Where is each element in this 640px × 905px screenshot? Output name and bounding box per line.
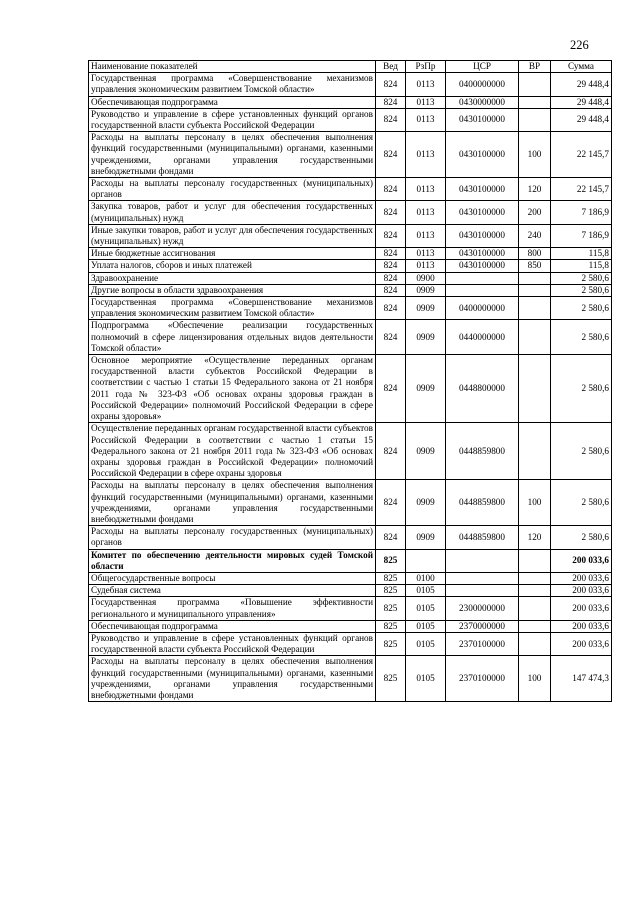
cell-csr: 0430100000	[446, 260, 519, 272]
cell-sum: 2 580,6	[551, 480, 612, 526]
cell-csr: 0430100000	[446, 108, 519, 131]
cell-sum: 7 186,9	[551, 224, 612, 247]
cell-rzpr: 0909	[406, 355, 446, 423]
cell-name: Расходы на выплаты персоналу в целях обеспечения выполнения функций государственными (муниципальными) органами, казенными учреждениями, органами управления государственными внебюджетными фондами	[89, 656, 376, 702]
cell-csr: 0430100000	[446, 201, 519, 224]
table-row	[89, 260, 612, 272]
cell-name: Обеспечивающая подпрограмма	[89, 620, 376, 632]
cell-vr	[519, 297, 551, 320]
cell-csr: 2370100000	[446, 632, 519, 655]
cell-csr	[446, 272, 519, 284]
cell-ved: 825	[376, 597, 406, 620]
cell-ved: 824	[376, 260, 406, 272]
cell-rzpr: 0909	[406, 320, 446, 355]
cell-rzpr: 0105	[406, 620, 446, 632]
cell-ved: 824	[376, 355, 406, 423]
table-row	[89, 297, 612, 320]
header-csr: ЦСР	[446, 61, 519, 73]
table-row	[89, 585, 612, 597]
cell-sum: 200 033,6	[551, 632, 612, 655]
cell-ved: 824	[376, 224, 406, 247]
cell-rzpr: 0113	[406, 73, 446, 96]
cell-name: Расходы на выплаты персоналу в целях обеспечения выполнения функций государственными (муниципальными) органами, казенными учреждениями, органами управления государственными внебюджетными фондами	[89, 480, 376, 526]
cell-csr	[446, 549, 519, 572]
cell-csr: 2370100000	[446, 656, 519, 702]
cell-rzpr: 0105	[406, 585, 446, 597]
cell-vr: 850	[519, 260, 551, 272]
cell-rzpr: 0113	[406, 224, 446, 247]
cell-name: Основное мероприятие «Осуществление переданных органам государственной власти субъектов Российской Федерации в соответствии с частью 1 статьи 15 Федерального закона от 21 ноября 2011 года № 323-ФЗ «Об основах охраны здоровья граждан в Российской Федерации» полномочий Российской Федерации в сфере охраны здоровья»	[89, 355, 376, 423]
cell-vr	[519, 272, 551, 284]
cell-ved: 824	[376, 320, 406, 355]
page-number: 226	[570, 38, 589, 52]
cell-rzpr: 0105	[406, 656, 446, 702]
cell-vr: 200	[519, 201, 551, 224]
table-row	[89, 96, 612, 108]
cell-ved: 825	[376, 585, 406, 597]
cell-csr	[446, 284, 519, 296]
cell-ved: 824	[376, 297, 406, 320]
cell-rzpr: 0113	[406, 178, 446, 201]
cell-ved: 824	[376, 96, 406, 108]
cell-name: Здравоохранение	[89, 272, 376, 284]
cell-vr	[519, 572, 551, 584]
cell-name: Уплата налогов, сборов и иных платежей	[89, 260, 376, 272]
cell-sum: 29 448,4	[551, 73, 612, 96]
cell-ved: 825	[376, 620, 406, 632]
cell-csr: 0430100000	[446, 178, 519, 201]
cell-vr: 800	[519, 248, 551, 260]
cell-name: Руководство и управление в сфере установленных функций органов государственной власти субъекта Российской Федерации	[89, 108, 376, 131]
table-row	[89, 224, 612, 247]
cell-ved: 825	[376, 632, 406, 655]
cell-ved: 824	[376, 132, 406, 178]
cell-vr	[519, 549, 551, 572]
budget-table	[88, 60, 612, 702]
cell-rzpr: 0105	[406, 632, 446, 655]
header-name: Наименование показателей	[89, 61, 376, 73]
cell-csr: 2300000000	[446, 597, 519, 620]
table-row	[89, 632, 612, 655]
cell-csr: 0430000000	[446, 96, 519, 108]
cell-sum: 22 145,7	[551, 132, 612, 178]
cell-csr	[446, 585, 519, 597]
cell-vr	[519, 620, 551, 632]
cell-rzpr: 0900	[406, 272, 446, 284]
table-row	[89, 620, 612, 632]
cell-rzpr: 0909	[406, 526, 446, 549]
cell-name: Расходы на выплаты персоналу государственных (муниципальных) органов	[89, 526, 376, 549]
cell-csr: 0448859800	[446, 526, 519, 549]
cell-rzpr: 0105	[406, 597, 446, 620]
table-row	[89, 108, 612, 131]
cell-ved: 824	[376, 201, 406, 224]
cell-sum: 200 033,6	[551, 620, 612, 632]
cell-ved: 824	[376, 178, 406, 201]
header-rzpr: РзПр	[406, 61, 446, 73]
table-row	[89, 272, 612, 284]
cell-name: Государственная программа «Совершенствование механизмов управления экономическим развитием Томской области»	[89, 297, 376, 320]
cell-rzpr: 0113	[406, 96, 446, 108]
cell-sum: 2 580,6	[551, 423, 612, 480]
cell-vr: 100	[519, 132, 551, 178]
cell-sum: 200 033,6	[551, 549, 612, 572]
cell-vr: 100	[519, 480, 551, 526]
cell-vr: 120	[519, 178, 551, 201]
cell-name: Другие вопросы в области здравоохранения	[89, 284, 376, 296]
cell-csr: 0440000000	[446, 320, 519, 355]
cell-vr: 240	[519, 224, 551, 247]
cell-sum: 2 580,6	[551, 355, 612, 423]
cell-csr: 0430100000	[446, 132, 519, 178]
cell-name: Осуществление переданных органам государственной власти субъектов Российской Федерации в соответствии с частью 1 статьи 15 Федерального закона от 21 ноября 2011 года № 323-ФЗ «Об основах охраны здоровья граждан в Российской Федерации» полномочий Российской Федерации в сфере охраны здоровья	[89, 423, 376, 480]
cell-sum: 2 580,6	[551, 297, 612, 320]
table-header-row	[89, 61, 612, 73]
cell-vr: 100	[519, 656, 551, 702]
cell-rzpr: 0113	[406, 108, 446, 131]
cell-name: Расходы на выплаты персоналу государственных (муниципальных) органов	[89, 178, 376, 201]
cell-sum: 2 580,6	[551, 526, 612, 549]
cell-name: Закупка товаров, работ и услуг для обеспечения государственных (муниципальных) нужд	[89, 201, 376, 224]
table-row	[89, 73, 612, 96]
cell-ved: 824	[376, 423, 406, 480]
cell-ved: 824	[376, 73, 406, 96]
cell-vr	[519, 585, 551, 597]
cell-rzpr: 0113	[406, 260, 446, 272]
cell-ved: 824	[376, 272, 406, 284]
table-row	[89, 480, 612, 526]
cell-rzpr: 0113	[406, 132, 446, 178]
cell-rzpr: 0113	[406, 248, 446, 260]
cell-ved: 824	[376, 284, 406, 296]
table-body	[89, 73, 612, 702]
table-row	[89, 248, 612, 260]
cell-csr	[446, 572, 519, 584]
cell-name: Комитет по обеспечению деятельности мировых судей Томской области	[89, 549, 376, 572]
cell-name: Государственная программа «Повышение эффективности регионального и муниципального управления»	[89, 597, 376, 620]
cell-sum: 115,8	[551, 248, 612, 260]
cell-csr: 0430100000	[446, 248, 519, 260]
cell-csr: 0448859800	[446, 423, 519, 480]
cell-name: Руководство и управление в сфере установленных функций органов государственной власти субъекта Российской Федерации	[89, 632, 376, 655]
cell-sum: 200 033,6	[551, 585, 612, 597]
cell-ved: 824	[376, 480, 406, 526]
cell-vr	[519, 73, 551, 96]
cell-sum: 2 580,6	[551, 284, 612, 296]
cell-sum: 29 448,4	[551, 96, 612, 108]
cell-name: Иные бюджетные ассигнования	[89, 248, 376, 260]
cell-sum: 2 580,6	[551, 320, 612, 355]
cell-csr: 0448800000	[446, 355, 519, 423]
cell-ved: 824	[376, 108, 406, 131]
cell-sum: 7 186,9	[551, 201, 612, 224]
cell-csr: 0400000000	[446, 73, 519, 96]
cell-rzpr: 0113	[406, 201, 446, 224]
cell-vr	[519, 632, 551, 655]
table-row	[89, 355, 612, 423]
cell-sum: 147 474,3	[551, 656, 612, 702]
cell-ved: 824	[376, 248, 406, 260]
cell-ved: 825	[376, 656, 406, 702]
cell-vr	[519, 96, 551, 108]
cell-name: Иные закупки товаров, работ и услуг для обеспечения государственных (муниципальных) нужд	[89, 224, 376, 247]
cell-name: Общегосударственные вопросы	[89, 572, 376, 584]
table-row	[89, 320, 612, 355]
cell-name: Государственная программа «Совершенствование механизмов управления экономическим развитием Томской области»	[89, 73, 376, 96]
cell-name: Подпрограмма «Обеспечение реализации государственных полномочий в сфере лицензирования отдельных видов деятельности Томской области»	[89, 320, 376, 355]
cell-rzpr: 0909	[406, 284, 446, 296]
table-row	[89, 597, 612, 620]
table-row	[89, 132, 612, 178]
cell-vr: 120	[519, 526, 551, 549]
header-sum: Сумма	[551, 61, 612, 73]
table-row	[89, 284, 612, 296]
cell-rzpr: 0909	[406, 297, 446, 320]
cell-sum: 200 033,6	[551, 572, 612, 584]
table-row	[89, 572, 612, 584]
cell-rzpr: 0100	[406, 572, 446, 584]
cell-vr	[519, 320, 551, 355]
cell-sum: 2 580,6	[551, 272, 612, 284]
cell-name: Обеспечивающая подпрограмма	[89, 96, 376, 108]
cell-sum: 29 448,4	[551, 108, 612, 131]
cell-csr: 0400000000	[446, 297, 519, 320]
table-row	[89, 549, 612, 572]
cell-vr	[519, 284, 551, 296]
cell-csr: 0448859800	[446, 480, 519, 526]
cell-rzpr: 0909	[406, 480, 446, 526]
table-row	[89, 178, 612, 201]
cell-vr	[519, 597, 551, 620]
table-row	[89, 201, 612, 224]
table-row	[89, 423, 612, 480]
header-ved: Вед	[376, 61, 406, 73]
cell-rzpr	[406, 549, 446, 572]
header-vr: ВР	[519, 61, 551, 73]
cell-rzpr: 0909	[406, 423, 446, 480]
table-row	[89, 656, 612, 702]
cell-vr	[519, 108, 551, 131]
table-row	[89, 526, 612, 549]
cell-ved: 825	[376, 572, 406, 584]
cell-ved: 824	[376, 526, 406, 549]
cell-vr	[519, 423, 551, 480]
cell-csr: 2370000000	[446, 620, 519, 632]
cell-name: Расходы на выплаты персоналу в целях обеспечения выполнения функций государственными (муниципальными) органами, казенными учреждениями, органами управления государственными внебюджетными фондами	[89, 132, 376, 178]
cell-sum: 200 033,6	[551, 597, 612, 620]
cell-csr: 0430100000	[446, 224, 519, 247]
cell-sum: 22 145,7	[551, 178, 612, 201]
cell-sum: 115,8	[551, 260, 612, 272]
cell-name: Судебная система	[89, 585, 376, 597]
cell-vr	[519, 355, 551, 423]
cell-ved: 825	[376, 549, 406, 572]
